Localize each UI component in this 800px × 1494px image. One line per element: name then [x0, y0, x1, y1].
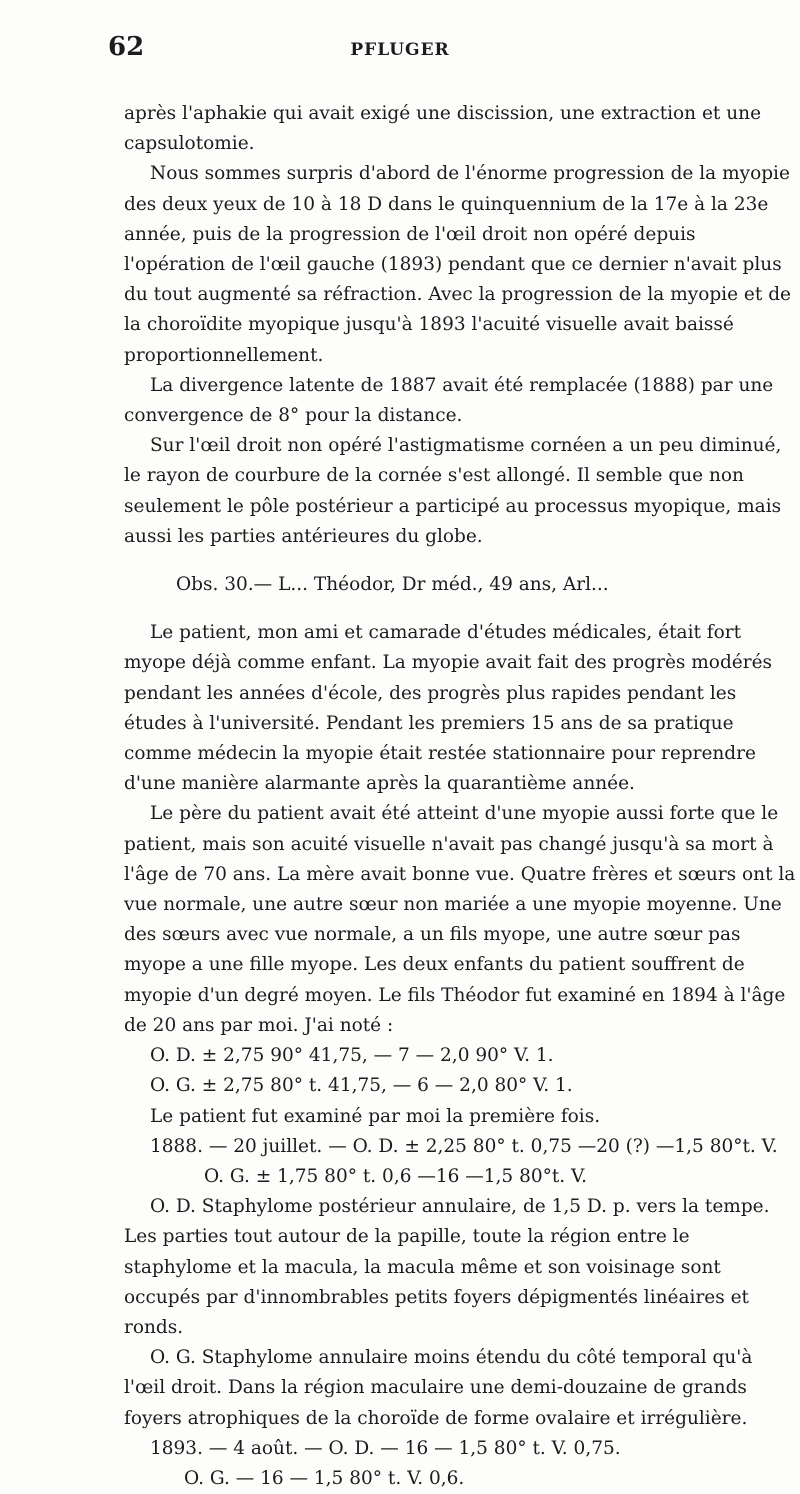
page-header [0, 32, 800, 62]
running-head: PFLUGER [350, 40, 450, 60]
paragraph: Le patient fut examiné par moi la première fois. [150, 1105, 601, 1127]
page-number: 62 [108, 32, 145, 62]
paragraph: Le patient, mon ami et camarade d'études médicales, était fort myope déjà comme enfant. La myopie avait fait des progrès modérés pendant les années d'école, des progrès plus rapides pendant les études à l'université. Pendant les premiers 15 ans de sa pratique comme médecin la myopie était restée stationnaire pour reprendre d'une manière alarmante après la quarantième année. [124, 622, 773, 795]
measurement-line: O. D. ± 2,75 90° 41,75, — 7 — 2,0 90° V. 1. [150, 1045, 554, 1067]
paragraph: Sur l'œil droit non opéré l'astigmatisme cornéen a un peu diminué, le rayon de courbure de la cornée s'est allongé. Il semble que non seulement le pôle postérieur a participé au processus myopique, mais aussi les parties antérieures du globe. [124, 435, 782, 547]
paragraph: La divergence latente de 1887 avait été remplacée (1888) par une convergence de 8° pour la distance. [124, 374, 774, 427]
paragraph: après l'aphakie qui avait exigé une discission, une extraction et une capsulotomie. [124, 103, 762, 155]
paragraph: O. G. Staphylome annulaire moins étendu du côté temporal qu'à l'œil droit. Dans la région maculaire une demi-douzaine de grands foyers atrophiques de la choroïde de forme ovalaire et irrégulière. [124, 1347, 753, 1429]
paragraph: Nous sommes surpris d'abord de l'énorme progression de la myopie des deux yeux de 10 à 18 D dans le quinquennium de la 17e à la 23e année, puis de la progression de l'œil droit non opéré depuis l'opération de l'œil gauche (1893) pendant que ce dernier n'avait plus du tout augmenté sa réfraction. Avec la progression de la myopie et de la choroïdite myopique jusqu'à 1893 l'acuité visuelle avait baissé proportionnellement. [124, 163, 791, 366]
measurement-line: 1888. — 20 juillet. — O. D. ± 2,25 80° t. 0,75 —20 (?) —1,5 80°t. V. [150, 1135, 778, 1157]
measurement-line: O. G. — 16 — 1,5 80° t. V. 0,6. [184, 1467, 465, 1489]
observation-heading: Obs. 30.— L... Théodor, Dr méd., 49 ans, Arl... [176, 574, 609, 596]
body-text [124, 99, 796, 1494]
paragraph: O. D. Staphylome postérieur annulaire, de 1,5 D. p. vers la tempe. Les parties tout autour de la papille, toute la région entre le staphylome et la macula, la macula même et son voisinage sont occupés par d'innombrables petits foyers dépigmentés linéaires et ronds. [124, 1196, 770, 1338]
paragraph: Le père du patient avait été atteint d'une myopie aussi forte que le patient, mais son acuité visuelle n'avait pas changé jusqu'à sa mort à l'âge de 70 ans. La mère avait bonne vue. Quatre frères et sœurs ont la vue normale, une autre sœur non mariée a une myopie moyenne. Une des sœurs avec vue normale, a un fils myope, une autre sœur pas myope a une fille myope. Les deux enfants du patient souffrent de myopie d'un degré moyen. Le fils Théodor fut examiné en 1894 à l'âge de 20 ans par moi. J'ai noté : [124, 803, 796, 1036]
measurement-line: O. G. ± 1,75 80° t. 0,6 —16 —1,5 80°t. V. [204, 1165, 588, 1187]
measurement-line: O. G. ± 2,75 80° t. 41,75, — 6 — 2,0 80° V. 1. [150, 1075, 573, 1097]
measurement-line: 1893. — 4 août. — O. D. — 16 — 1,5 80° t. V. 0,75. [150, 1437, 621, 1459]
